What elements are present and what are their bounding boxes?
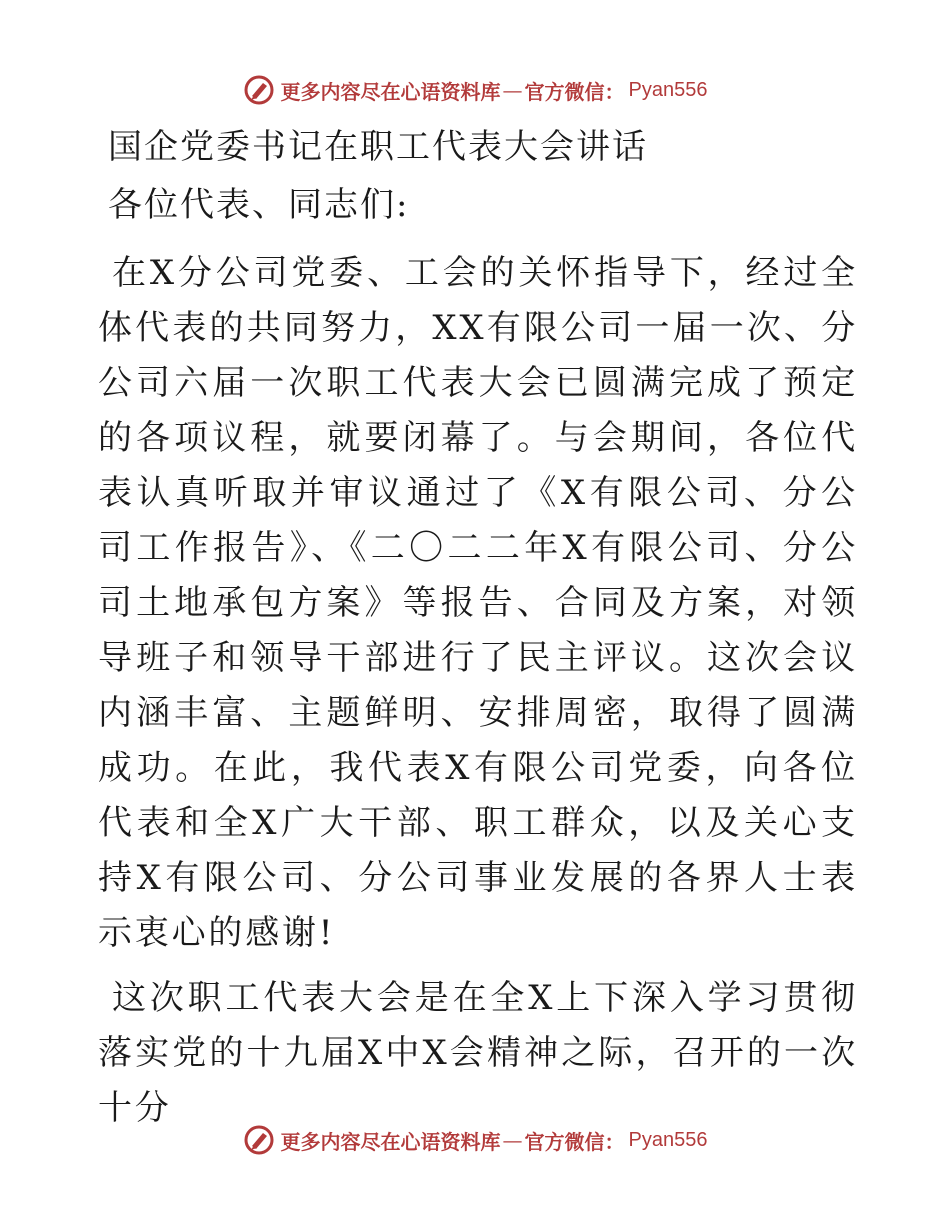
watermark-wechat-id: Pyan556	[628, 78, 708, 101]
watermark-text: 更多内容尽在心语资料库	[280, 79, 501, 104]
watermark-dash: —	[502, 78, 523, 102]
watermark-label: 官方微信：	[524, 1129, 625, 1154]
paragraph: 在X分公司党委、工会的关怀指导下，经过全体代表的共同努力，XX有限公司一届一次、分公司六届一次职工代表大会已圆满完成了预定的各项议程，就要闭幕了。与会期间，各位代表认真听取并审议通过了《X有限公司、分公司工作报告》、《二〇二二年X有限公司、分公司土地承包方案》等报告、合同及方案，对领导班子和领导干部进行了民主评议。这次会议内涵丰富、主题鲜明、安排周密，取得了圆满成功。在此，我代表X有限公司党委，向各位代表和全X广大干部、职工群众，以及关心支持X有限公司、分公司事业发展的各界人士表示衷心的感谢!	[98, 253, 858, 953]
salutation: 各位代表、同志们:	[108, 185, 410, 225]
pen-logo-icon	[243, 1124, 275, 1156]
watermark-wechat-id: Pyan556	[628, 1128, 708, 1151]
watermark-label: 官方微信：	[524, 79, 625, 104]
pen-logo-icon	[243, 74, 275, 106]
document-body	[98, 118, 858, 1146]
paragraph: 这次职工代表大会是在全X上下深入学习贯彻落实党的十九届X中X会精神之际，召开的一次十分	[98, 978, 858, 1128]
watermark-footer	[0, 1120, 950, 1160]
watermark-text: 更多内容尽在心语资料库	[280, 1129, 501, 1154]
document-title: 国企党委书记在职工代表大会讲话	[108, 127, 648, 167]
watermark-dash: —	[502, 1128, 523, 1152]
watermark-header	[0, 70, 950, 110]
